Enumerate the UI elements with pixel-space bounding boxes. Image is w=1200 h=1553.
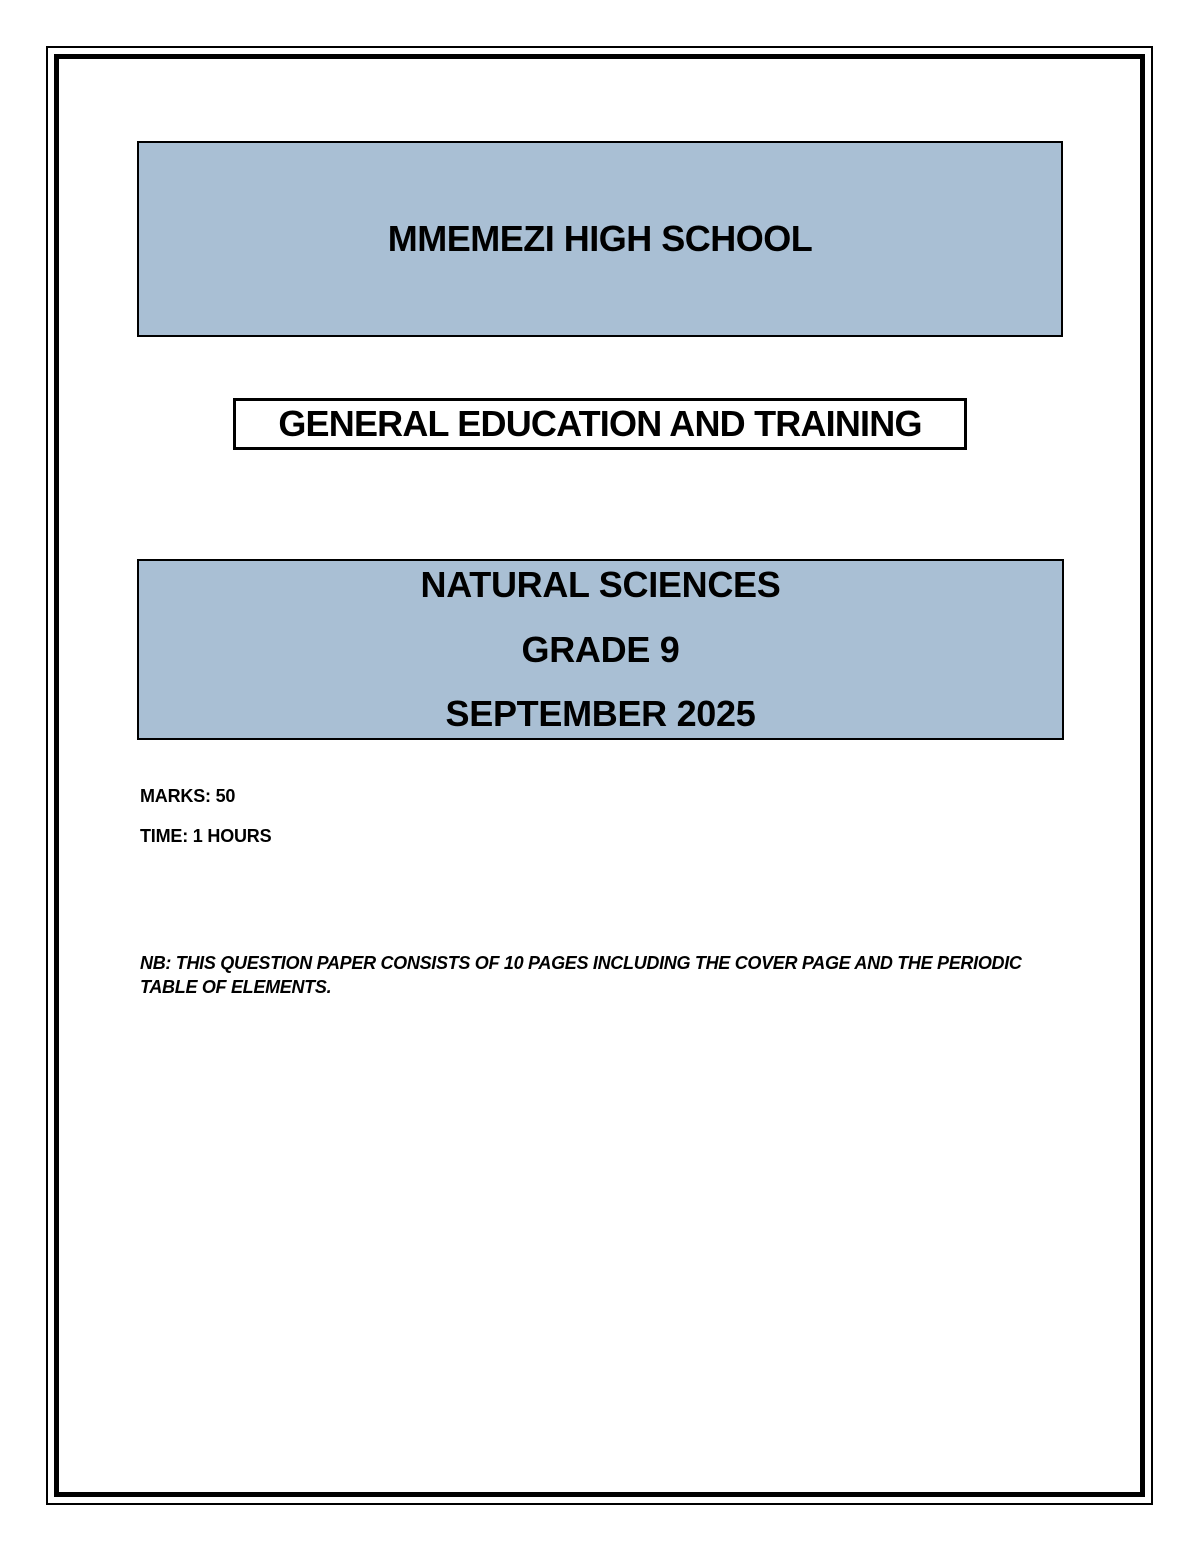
subject-box [137,559,1064,740]
grade-title: GRADE 9 [521,629,680,670]
school-name-box [137,141,1063,337]
phase-box [233,398,967,450]
school-name: MMEMEZI HIGH SCHOOL [387,218,813,259]
nb-note: NB: THIS QUESTION PAPER CONSISTS OF 10 PAGES INCLUDING THE COVER PAGE AND THE PERIODIC TABLE OF ELEMENTS. [140,953,1022,997]
marks-info: MARKS: 50 [140,786,236,806]
phase-title: GENERAL EDUCATION AND TRAINING [278,403,922,444]
session-title: SEPTEMBER 2025 [445,693,756,734]
subject-title: NATURAL SCIENCES [420,564,781,605]
time-info: TIME: 1 HOURS [140,826,272,846]
